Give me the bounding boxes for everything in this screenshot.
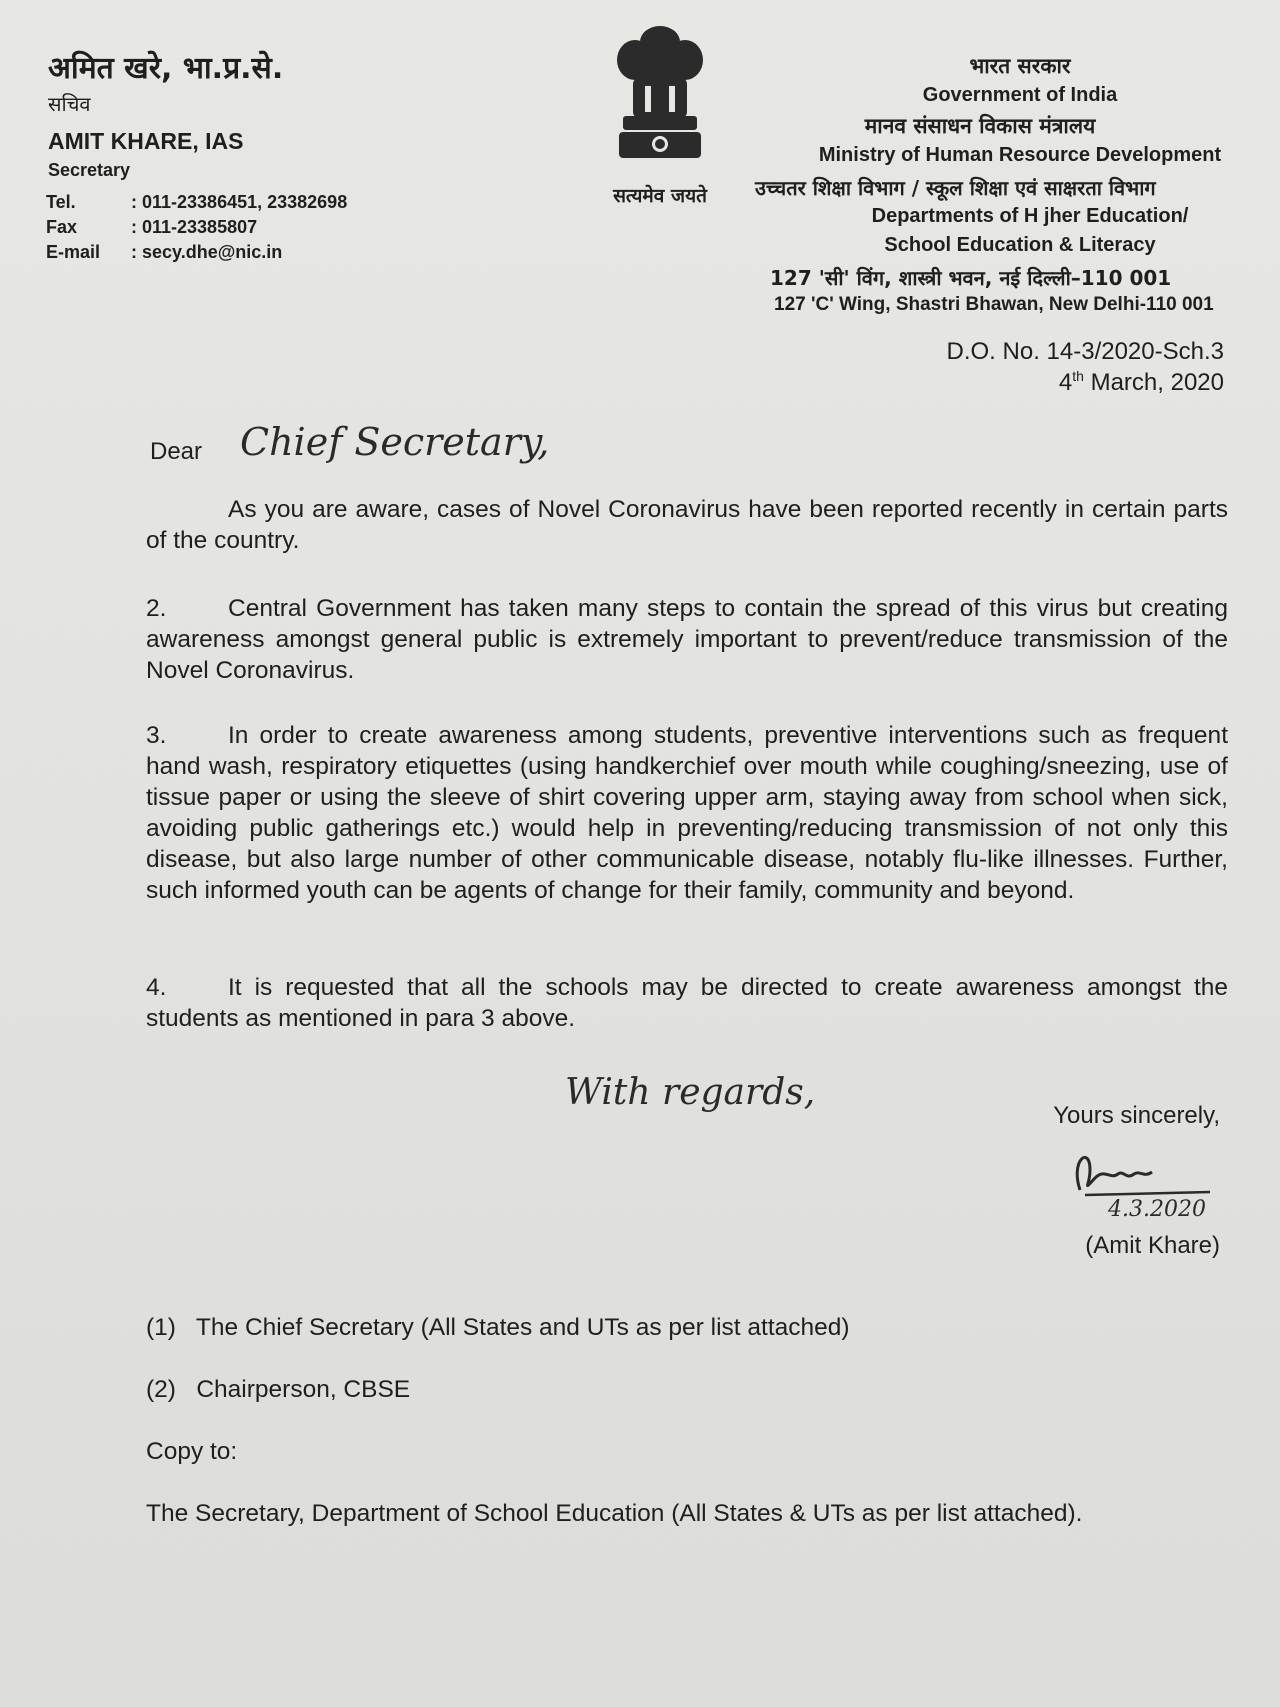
signature-date: 4.3.2020 xyxy=(1108,1197,1206,1220)
sender-title: Secretary xyxy=(48,160,131,180)
paragraph-4-number: 4. xyxy=(146,974,167,1001)
salutation: Dear xyxy=(150,438,203,465)
signature-icon xyxy=(1060,1140,1220,1220)
do-number: D.O. No. 14-3/2020-Sch.3 xyxy=(946,338,1224,365)
contact-tel-value: : 011-23386451, 23382698 xyxy=(131,192,348,212)
government-english: Government of India xyxy=(922,84,1118,106)
contact-fax-label: Fax xyxy=(46,217,78,237)
addressee-2: (2) Chairperson, CBSE xyxy=(146,1376,411,1403)
salutation-handwritten: Chief Secretary, xyxy=(240,420,550,464)
signatory-name: (Amit Khare) xyxy=(1085,1232,1220,1259)
contact-fax xyxy=(46,217,257,238)
yours-sincerely: Yours sincerely, xyxy=(1053,1102,1220,1129)
address-hindi: 127 'सी' विंग, शास्त्री भवन, नई दिल्ली–110 001 xyxy=(770,266,1172,290)
letter-date-rest: March, 2020 xyxy=(1083,369,1224,396)
paragraph-3-text: In order to create awareness among students, preventive interventions such as frequent hand wash, respiratory etiquettes (using handkerchief over mouth while coughing/sneezing, use of tissue paper or using the sleeve of shirt covering upper arm, staying away from school when sick, avoiding public gatherings etc.) would help in preventing/reducing transmission of not only this disease, but also large number of other communicable disease, notably flu-like illnesses. Further, such informed youth can be agents of change for their family, community and beyond. xyxy=(146,722,1228,904)
letter-date-day: 4 xyxy=(1058,369,1073,396)
contact-tel-label: Tel. xyxy=(46,192,76,212)
ministry-english: Ministry of Human Resource Development xyxy=(818,144,1222,166)
letter-date-suffix: th xyxy=(1072,368,1084,384)
sender-name: AMIT KHARE, IAS xyxy=(48,128,244,154)
copy-recipient-1: The Secretary, Department of School Education (All States & UTs as per list attached). xyxy=(146,1500,1083,1527)
contact-email-label: E-mail xyxy=(46,242,101,262)
paragraph-2-text: Central Government has taken many steps to contain the spread of this virus but creating awareness amongst general public is extremely important to prevent/reduce transmission of the Novel Coronavirus. xyxy=(146,595,1228,684)
sender-title-hindi: सचिव xyxy=(48,92,91,116)
letter-date xyxy=(1059,368,1224,397)
department-english-line-1: Departments of H jher Education/ xyxy=(871,205,1189,227)
ministry-hindi: मानव संसाधन विकास मंत्रालय xyxy=(864,114,1096,138)
paragraph-4-text: It is requested that all the schools may be directed to create awareness amongst the students as mentioned in para 3 above. xyxy=(146,974,1228,1032)
paragraph-2 xyxy=(146,593,1228,686)
paragraph-1: As you are aware, cases of Novel Coronavirus have been reported recently in certain parts of the country. xyxy=(146,496,1228,554)
addressee-1: (1) The Chief Secretary (All States and UTs as per list attached) xyxy=(146,1314,850,1341)
contact-email xyxy=(46,242,282,263)
government-hindi: भारत सरकार xyxy=(969,54,1071,78)
department-hindi: उच्चतर शिक्षा विभाग / स्कूल शिक्षा एवं साक्षरता विभाग xyxy=(755,176,1156,200)
closing-handwritten: With regards, xyxy=(565,1072,816,1113)
copy-to-label: Copy to: xyxy=(146,1438,238,1465)
paragraph-3-number: 3. xyxy=(146,722,167,749)
address-english: 127 'C' Wing, Shastri Bhawan, New Delhi-110 001 xyxy=(774,294,1214,315)
department-english-line-2: School Education & Literacy xyxy=(884,234,1156,256)
contact-email-value: : secy.dhe@nic.in xyxy=(131,242,283,262)
contact-fax-value: : 011-23385807 xyxy=(131,217,258,237)
paragraph-4 xyxy=(146,972,1228,1034)
paragraph-3 xyxy=(146,720,1228,906)
emblem-motto: सत्यमेव जयते xyxy=(613,185,707,207)
sender-name-hindi: अमित खरे, भा.प्र.से. xyxy=(48,51,284,86)
paragraph-2-number: 2. xyxy=(146,595,167,622)
national-emblem-icon xyxy=(605,20,715,170)
contact-tel xyxy=(46,192,347,213)
